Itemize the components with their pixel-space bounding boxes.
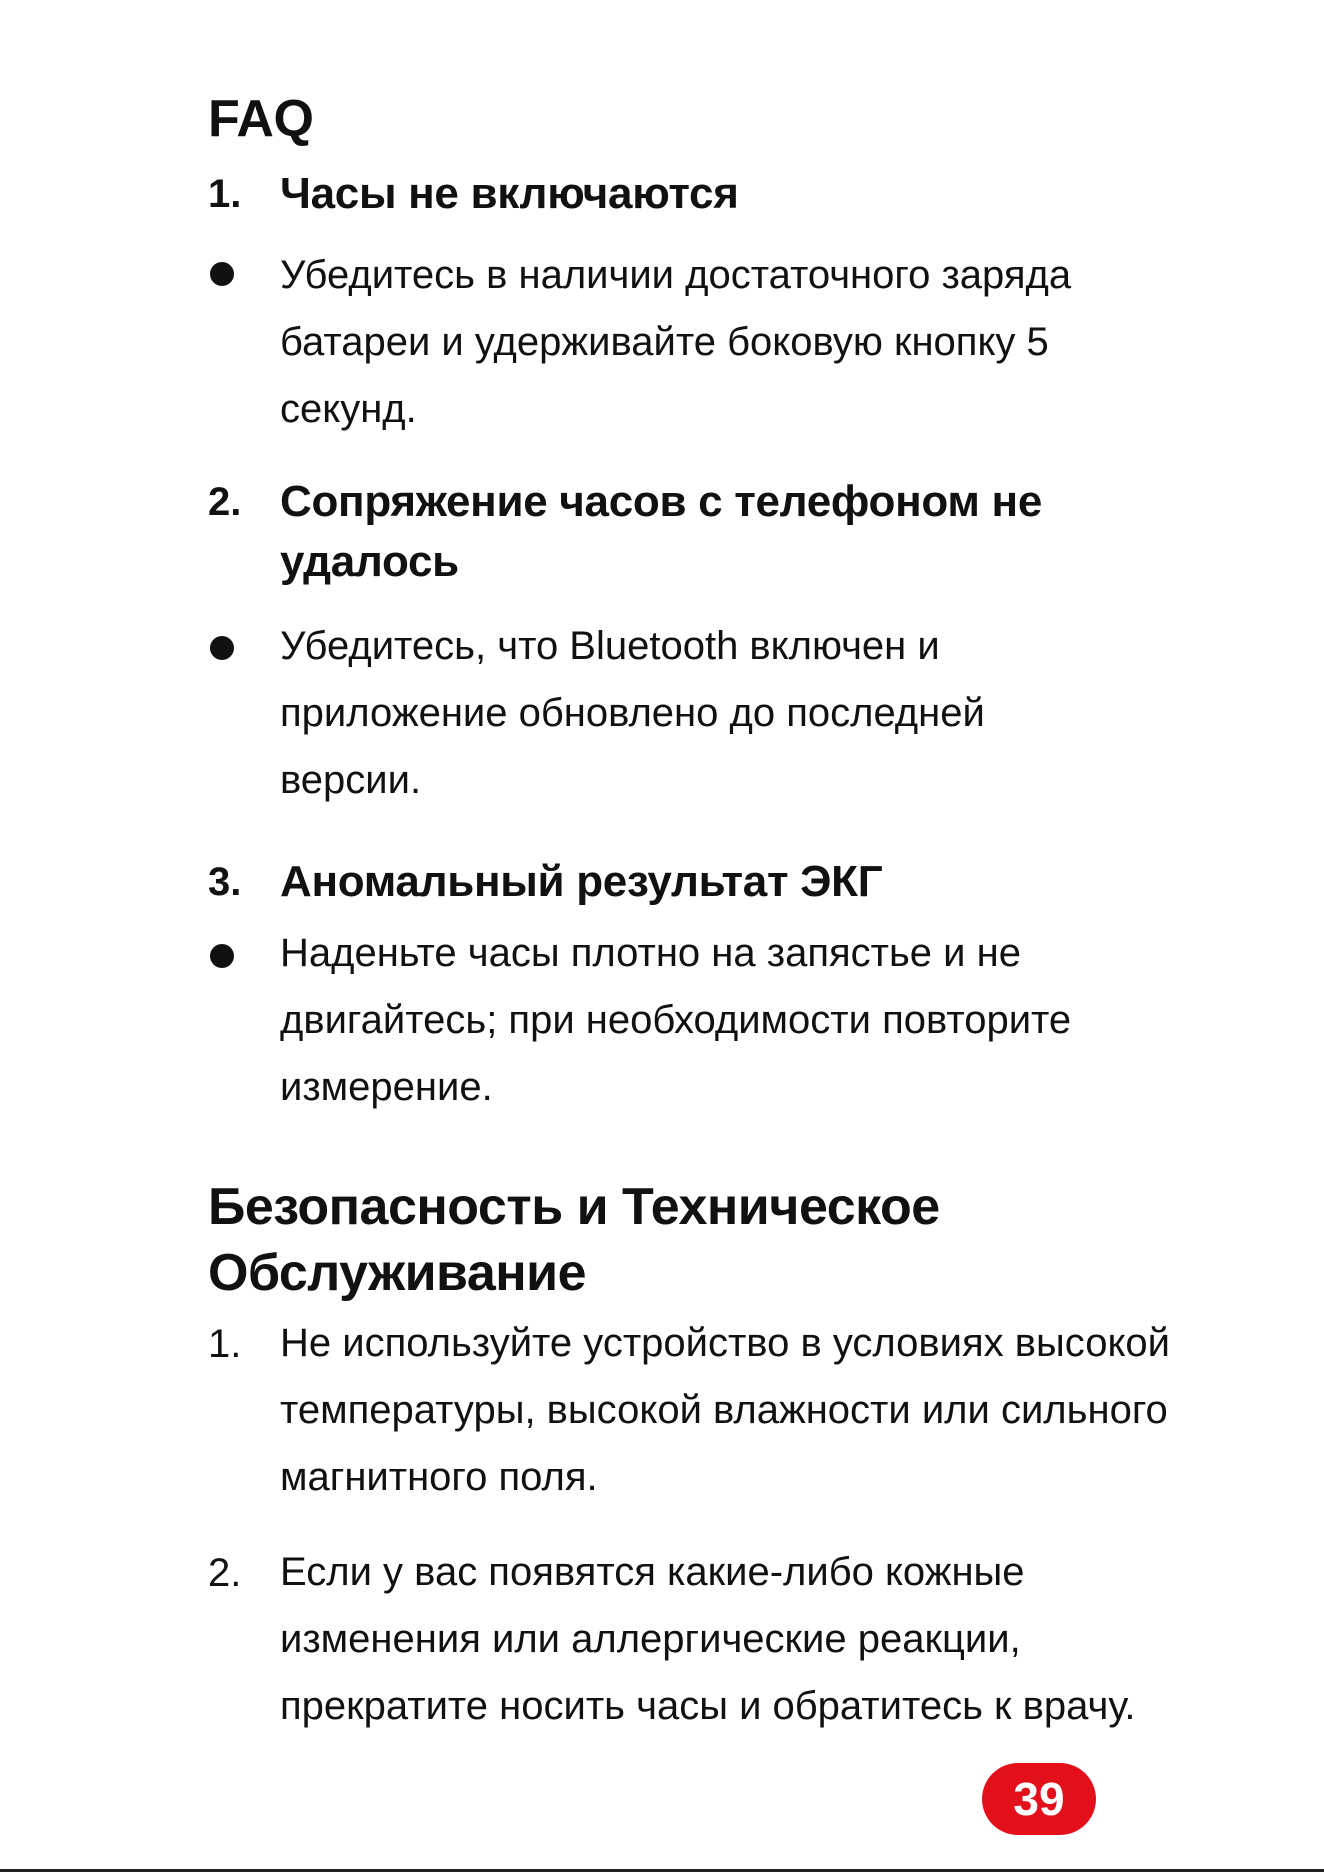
bullet-icon (210, 944, 234, 968)
safety-item-1-text: Не используйте устройство в условиях высокой температуры, высокой влажности или сильного магнитного поля. (280, 1321, 1170, 1499)
faq-item-1-number: 1. (208, 172, 242, 216)
safety-item-1-number: 1. (208, 1322, 242, 1366)
faq-item-3-number: 3. (208, 860, 242, 904)
bullet-icon (210, 636, 234, 660)
faq-item-2-number: 2. (208, 480, 242, 524)
safety-item-2-text: Если у вас появятся какие-либо кожные изменения или аллергические реакции, прекратите носить часы и обратитесь к врачу. (280, 1550, 1136, 1728)
page-number-badge: 39 (982, 1763, 1096, 1835)
faq-item-3-title: Аномальный результат ЭКГ (280, 857, 883, 906)
safety-heading: Безопасность и Техническое Обслуживание (208, 1178, 940, 1302)
faq-item-1-title: Часы не включаются (280, 169, 739, 218)
faq-heading: FAQ (208, 90, 314, 148)
faq-item-1-answer: Убедитесь в наличии достаточного заряда батареи и удерживайте боковую кнопку 5 секунд. (280, 253, 1072, 431)
faq-item-2-title: Сопряжение часов с телефоном не удалось (280, 477, 1042, 586)
faq-item-2-answer: Убедитесь, что Bluetooth включен и приложение обновлено до последней версии. (280, 624, 985, 802)
bullet-icon (210, 262, 234, 286)
faq-item-3-answer: Наденьте часы плотно на запястье и не двигайтесь; при необходимости повторите измерение. (280, 931, 1072, 1109)
safety-item-2-number: 2. (208, 1551, 242, 1595)
